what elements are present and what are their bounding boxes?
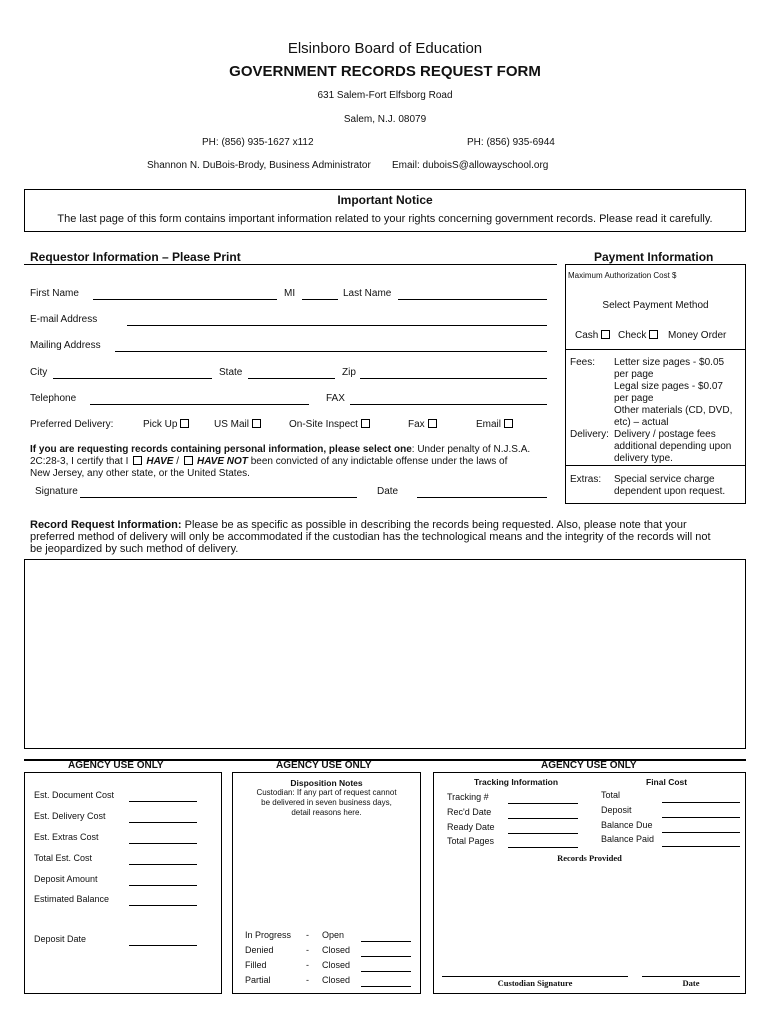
deposit-date-field[interactable] [129, 945, 197, 946]
ready-date-label: Ready Date [447, 822, 495, 832]
deposit-amount-label: Deposit Amount [34, 874, 98, 884]
administrator: Shannon N. DuBois-Brody, Business Administrator [147, 160, 371, 171]
status-partial-label: Partial [245, 975, 271, 985]
usmail-option[interactable] [214, 419, 261, 430]
fees-label: Fees: [570, 357, 596, 368]
personal-info-line-1 [30, 444, 530, 455]
pickup-checkbox[interactable] [180, 419, 189, 428]
extras-line: dependent upon request. [614, 486, 726, 497]
agency-cost-box [24, 772, 222, 994]
cash-label: Cash [575, 330, 599, 341]
record-request-line-2: preferred method of delivery will only be accommodated if the custodian has the technological means and the integrity of the records will not [30, 531, 711, 543]
final-cost-title: Final Cost [646, 777, 688, 787]
delivery-line: delivery type. [614, 453, 673, 464]
final-total-field[interactable] [662, 802, 740, 803]
have-not-checkbox[interactable] [184, 456, 193, 465]
payment-divider [566, 349, 745, 350]
important-notice-box [24, 189, 746, 232]
status-open-label: Open [322, 930, 345, 940]
deposit-amount-field[interactable] [129, 885, 197, 886]
have-slash: / [176, 456, 179, 467]
custodian-date-label: Date [682, 978, 700, 988]
est-document-cost-label: Est. Document Cost [34, 790, 115, 800]
org-name: Elsinboro Board of Education [287, 40, 483, 57]
pickup-label: Pick Up [143, 419, 178, 430]
delivery-line: additional depending upon [614, 441, 732, 452]
select-method-label: Select Payment Method [602, 300, 709, 311]
status-closed-label: Closed [322, 960, 351, 970]
final-deposit-label: Deposit [601, 805, 632, 815]
fees-line: Letter size pages - $0.05 [614, 357, 725, 368]
recd-date-label: Rec'd Date [447, 807, 492, 817]
est-extras-cost-field[interactable] [129, 843, 197, 844]
delivery-label: Delivery: [570, 429, 609, 440]
ready-date-field[interactable] [508, 833, 578, 834]
status-filled-field[interactable] [361, 971, 411, 972]
payment-divider-2 [566, 465, 745, 466]
balance-due-field[interactable] [662, 832, 740, 833]
check-label: Check [618, 330, 647, 341]
mailing-label: Mailing Address [30, 340, 101, 351]
onsite-option[interactable] [289, 419, 370, 430]
have-label: HAVE [146, 456, 174, 467]
personal-info-bold: If you are requesting records containing personal information, please select one [30, 444, 412, 455]
record-request-bold: Record Request Information: [30, 519, 182, 531]
signature-label: Signature [35, 486, 78, 497]
disposition-box [232, 772, 421, 994]
fees-line: Other materials (CD, DVD, [614, 405, 733, 416]
first-name-field[interactable] [93, 299, 277, 300]
email-field[interactable] [127, 325, 547, 326]
extras-label: Extras: [570, 474, 602, 485]
balance-paid-label: Balance Paid [601, 834, 655, 844]
first-name-label: First Name [30, 288, 79, 299]
est-delivery-cost-label: Est. Delivery Cost [34, 811, 106, 821]
extras-line: Special service charge [614, 474, 715, 485]
have-checkbox[interactable] [133, 456, 142, 465]
signature-field[interactable] [80, 497, 357, 498]
status-filled-label: Filled [245, 960, 267, 970]
est-delivery-cost-field[interactable] [129, 822, 197, 823]
records-provided-field[interactable] [434, 865, 745, 971]
status-partial-field[interactable] [361, 986, 411, 987]
have-not-label: HAVE NOT [196, 456, 248, 467]
fees-line: Legal size pages - $0.07 [614, 381, 723, 392]
personal-info-line-3: New Jersey, any other state, or the United States. [30, 468, 250, 479]
payment-heading: Payment Information [594, 250, 714, 264]
status-dash: - [306, 930, 309, 940]
cash-option[interactable] [575, 330, 610, 341]
tracking-number-field[interactable] [508, 803, 578, 804]
tracking-title: Tracking Information [474, 777, 559, 787]
zip-field[interactable] [360, 378, 547, 379]
fees-text [614, 357, 732, 429]
recd-date-field[interactable] [508, 818, 578, 819]
deposit-date-label: Deposit Date [34, 934, 87, 944]
onsite-label: On-Site Inspect [289, 419, 358, 430]
requestor-divider [24, 264, 557, 265]
cash-checkbox[interactable] [601, 330, 610, 339]
personal-info-line-2 [30, 456, 507, 467]
final-total-label: Total [601, 790, 621, 800]
estimated-balance-label: Estimated Balance [34, 894, 110, 904]
onsite-checkbox[interactable] [361, 419, 370, 428]
disposition-note-line: Custodian: If any part of request cannot [256, 788, 397, 797]
last-name-field[interactable] [398, 299, 547, 300]
pickup-option[interactable] [143, 419, 189, 430]
agency-heading-2: AGENCY USE ONLY [276, 760, 372, 771]
total-pages-label: Total Pages [447, 836, 495, 846]
usmail-label: US Mail [214, 419, 250, 430]
estimated-balance-field[interactable] [129, 905, 197, 906]
mi-field[interactable] [302, 299, 338, 300]
telephone-label: Telephone [30, 393, 77, 404]
disposition-note-line: be delivered in seven business days, [261, 798, 392, 807]
city-label: City [30, 367, 48, 378]
email-option[interactable] [476, 419, 513, 430]
email-label: E-mail Address [30, 314, 98, 325]
record-request-line-1: Please be as specific as possible in describing the records being requested. Also, please note that your [181, 519, 687, 531]
last-name-label: Last Name [343, 288, 392, 299]
notice-text: The last page of this form contains important information related to your rights concerning government records. Please read it carefully. [57, 213, 713, 225]
date-label: Date [377, 486, 399, 497]
state-field[interactable] [248, 378, 335, 379]
status-in-progress-field[interactable] [361, 941, 411, 942]
status-closed-label: Closed [322, 975, 351, 985]
notice-title: Important Notice [337, 193, 433, 207]
balance-paid-field[interactable] [662, 846, 740, 847]
delivery-text [614, 429, 731, 465]
fees-line: per page [614, 393, 654, 404]
agency-heading-1: AGENCY USE ONLY [68, 760, 164, 771]
payment-box [565, 264, 746, 504]
preferred-delivery-label: Preferred Delivery: [30, 419, 114, 430]
fax-field[interactable] [350, 404, 547, 405]
admin-email: Email: duboisS@allowayschool.org [392, 160, 549, 171]
fax-checkbox[interactable] [428, 419, 437, 428]
total-pages-field[interactable] [508, 847, 578, 848]
records-provided-label: Records Provided [557, 853, 622, 863]
extras-text [614, 474, 725, 498]
disposition-notes-text [233, 788, 420, 818]
status-closed-label: Closed [322, 945, 351, 955]
requestor-heading: Requestor Information – Please Print [30, 250, 241, 264]
date-field[interactable] [417, 497, 547, 498]
fees-line: etc) – actual [614, 417, 669, 428]
tracking-box [433, 772, 746, 994]
disposition-note-line: detail reasons here. [291, 808, 362, 817]
balance-due-label: Balance Due [601, 820, 653, 830]
tracking-number-label: Tracking # [447, 792, 489, 802]
mi-label: MI [284, 288, 296, 299]
record-request-info [30, 519, 745, 555]
check-checkbox[interactable] [649, 330, 658, 339]
form-title: GOVERNMENT RECORDS REQUEST FORM [229, 63, 541, 80]
total-est-cost-label: Total Est. Cost [34, 853, 93, 863]
usmail-checkbox[interactable] [252, 419, 261, 428]
zip-label: Zip [342, 367, 356, 378]
personal-info-text-2: been convicted of any indictable offense under the laws of [250, 456, 508, 467]
state-label: State [219, 367, 243, 378]
fax-option[interactable] [408, 419, 437, 430]
status-dash: - [306, 975, 309, 985]
total-est-cost-field[interactable] [129, 864, 197, 865]
email-checkbox[interactable] [504, 419, 513, 428]
est-extras-cost-label: Est. Extras Cost [34, 832, 99, 842]
status-dash: - [306, 945, 309, 955]
phone-1: PH: (856) 935-1627 x112 [202, 137, 314, 148]
address-line-1: 631 Salem-Fort Elfsborg Road [317, 90, 453, 101]
disposition-title: Disposition Notes [290, 778, 363, 788]
email-option-label: Email [476, 419, 502, 430]
max-auth-label: Maximum Authorization Cost $ [568, 271, 677, 280]
custodian-signature-field[interactable] [442, 976, 628, 977]
agency-heading-3: AGENCY USE ONLY [541, 760, 637, 771]
delivery-line: Delivery / postage fees [614, 429, 716, 440]
telephone-field[interactable] [90, 404, 309, 405]
check-option[interactable] [618, 330, 658, 341]
certify-text: 2C:28-3, I certify that I [30, 456, 129, 467]
custodian-date-field[interactable] [642, 976, 740, 977]
record-request-textarea[interactable] [24, 559, 746, 749]
est-document-cost-field[interactable] [129, 801, 197, 802]
phone-2: PH: (856) 935-6944 [467, 137, 555, 148]
status-dash: - [306, 960, 309, 970]
money-order-option[interactable]: Money Order [668, 330, 727, 341]
record-request-line-3: be jeopardized by such method of delivery. [30, 543, 239, 555]
fees-line: per page [614, 369, 654, 380]
fax-option-label: Fax [408, 419, 425, 430]
fax-label: FAX [326, 393, 345, 404]
disposition-notes-field[interactable] [233, 821, 420, 925]
mailing-field[interactable] [115, 351, 547, 352]
status-denied-label: Denied [245, 945, 274, 955]
address-line-2: Salem, N.J. 08079 [343, 114, 427, 125]
status-denied-field[interactable] [361, 956, 411, 957]
final-deposit-field[interactable] [662, 817, 740, 818]
city-field[interactable] [53, 378, 212, 379]
custodian-signature-label: Custodian Signature [497, 978, 573, 988]
personal-info-text-1: : Under penalty of N.J.S.A. [411, 444, 531, 455]
status-in-progress-label: In Progress [245, 930, 292, 940]
